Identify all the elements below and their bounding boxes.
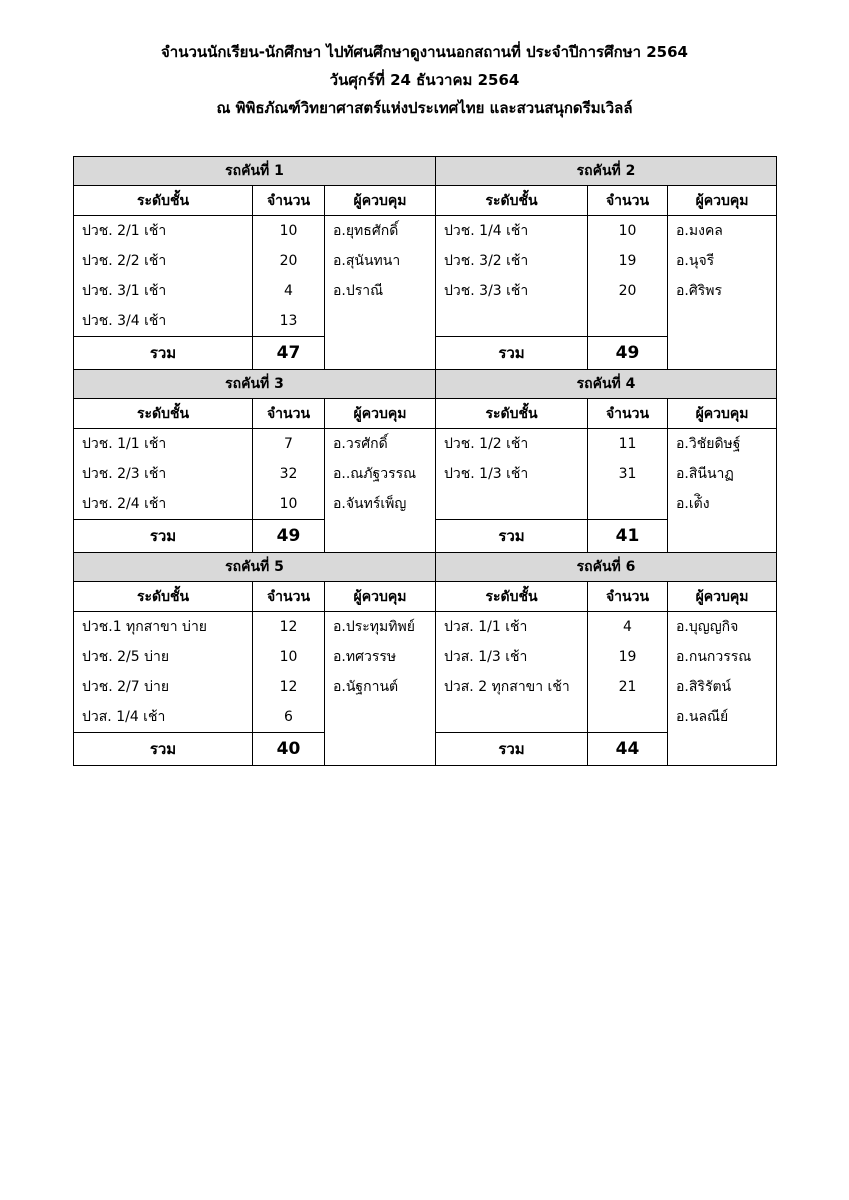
col-count-header: จำนวน xyxy=(253,186,325,216)
bus-3-total-label: รวม xyxy=(74,520,253,553)
col-count-header: จำนวน xyxy=(588,582,668,612)
col-supervisor-header: ผู้ควบคุม xyxy=(325,399,436,429)
col-level-header: ระดับชั้น xyxy=(436,186,588,216)
col-supervisor-header: ผู้ควบคุม xyxy=(668,582,777,612)
bus-3-total: 49 xyxy=(253,520,325,553)
bus-allocation-table xyxy=(73,156,777,766)
bus-2-counts xyxy=(588,216,668,337)
level-cell: ปวช. 3/4 เช้า xyxy=(82,313,167,329)
supervisor-name: อ.นลณีย์ xyxy=(676,709,729,725)
level-cell: ปวช. 1/3 เช้า xyxy=(444,466,529,482)
bus-6-total: 44 xyxy=(588,733,668,766)
title-line-1: จำนวนนักเรียน-นักศึกษา ไปทัศนศึกษาดูงานนอกสถานที่ ประจำปีการศึกษา 2564 xyxy=(161,43,688,61)
document-header xyxy=(0,38,849,122)
count-cell: 32 xyxy=(279,466,298,482)
col-supervisor-header: ผู้ควบคุม xyxy=(325,186,436,216)
bus-3-levels xyxy=(74,429,253,520)
level-cell: ปวช. 3/2 เช้า xyxy=(444,253,529,269)
col-count-header: จำนวน xyxy=(253,399,325,429)
supervisor-name: อ.สุนันทนา xyxy=(333,253,401,269)
count-cell: 10 xyxy=(279,496,298,512)
col-level-header: ระดับชั้น xyxy=(74,186,253,216)
bus-2-levels xyxy=(436,216,588,337)
supervisor-name: อ.ประทุมทิพย์ xyxy=(333,619,415,635)
supervisor-name: อ.บุญญกิจ xyxy=(676,619,739,635)
level-cell: ปวช. 3/3 เช้า xyxy=(444,283,529,299)
bus-3-supervisors xyxy=(325,429,436,553)
level-cell: ปวส. 1/3 เช้า xyxy=(444,649,528,665)
bus-6-levels xyxy=(436,612,588,733)
count-cell: 19 xyxy=(618,649,637,665)
supervisor-name: อ.ทศวรรษ xyxy=(333,649,397,665)
supervisor-name: อ.นุจรี xyxy=(676,253,715,269)
bus-2-total: 49 xyxy=(588,337,668,370)
col-level-header: ระดับชั้น xyxy=(74,399,253,429)
count-cell: 10 xyxy=(279,649,298,665)
level-cell: ปวส. 1/1 เช้า xyxy=(444,619,528,635)
bus-6-total-label: รวม xyxy=(436,733,588,766)
bus-3-counts xyxy=(253,429,325,520)
count-cell: 4 xyxy=(284,283,293,299)
supervisor-name: อ.มงคล xyxy=(676,223,723,239)
bus-5-title: รถคันที่ 5 xyxy=(74,553,436,582)
count-cell: 10 xyxy=(618,223,637,239)
count-cell: 6 xyxy=(284,709,293,725)
count-cell: 11 xyxy=(618,436,637,452)
level-cell: ปวช. 1/4 เช้า xyxy=(444,223,529,239)
col-supervisor-header: ผู้ควบคุม xyxy=(668,186,777,216)
bus-5-counts xyxy=(253,612,325,733)
level-cell: ปวช.1 ทุกสาขา บ่าย xyxy=(82,619,208,635)
bus-1-counts xyxy=(253,216,325,337)
bus-2-total-label: รวม xyxy=(436,337,588,370)
count-cell: 13 xyxy=(279,313,298,329)
supervisor-name: อ..ณภัฐวรรณ xyxy=(333,466,417,482)
count-cell: 7 xyxy=(284,436,293,452)
col-count-header: จำนวน xyxy=(588,186,668,216)
bus-1-title: รถคันที่ 1 xyxy=(74,157,436,186)
bus-1-supervisors xyxy=(325,216,436,370)
col-supervisor-header: ผู้ควบคุม xyxy=(668,399,777,429)
bus-4-title: รถคันที่ 4 xyxy=(436,370,777,399)
level-cell: ปวช. 2/2 เช้า xyxy=(82,253,167,269)
level-cell: ปวช. 1/2 เช้า xyxy=(444,436,529,452)
bus-6-counts xyxy=(588,612,668,733)
level-cell: ปวช. 2/1 เช้า xyxy=(82,223,167,239)
title-line-2: วันศุกร์ที่ 24 ธันวาคม 2564 xyxy=(329,71,520,89)
level-cell: ปวส. 1/4 เช้า xyxy=(82,709,166,725)
bus-6-title: รถคันที่ 6 xyxy=(436,553,777,582)
supervisor-name: อ.ปราณี xyxy=(333,283,384,299)
bus-4-total: 41 xyxy=(588,520,668,553)
supervisor-name: อ.กนกวรรณ xyxy=(676,649,752,665)
title-line-3: ณ พิพิธภัณฑ์วิทยาศาสตร์แห่งประเทศไทย และสวนสนุกดรีมเวิลล์ xyxy=(216,99,633,117)
bus-2-supervisors xyxy=(668,216,777,370)
bus-5-total-label: รวม xyxy=(74,733,253,766)
bus-1-levels xyxy=(74,216,253,337)
level-cell: ปวช. 3/1 เช้า xyxy=(82,283,167,299)
col-count-header: จำนวน xyxy=(588,399,668,429)
supervisor-name: อ.วิชัยดิษฐ์ xyxy=(676,436,741,452)
supervisor-name: อ.วรศักดิ์ xyxy=(333,436,388,452)
supervisor-name: อ.นัฐกานต์ xyxy=(333,679,399,695)
bus-5-levels xyxy=(74,612,253,733)
level-cell: ปวช. 1/1 เช้า xyxy=(82,436,167,452)
supervisor-name: อ.เต้ิง xyxy=(676,496,710,512)
level-cell: ปวส. 2 ทุกสาขา เช้า xyxy=(444,679,570,695)
count-cell: 4 xyxy=(623,619,632,635)
supervisor-name: อ.จันทร์เพ็ญ xyxy=(333,496,407,512)
count-cell: 19 xyxy=(618,253,637,269)
level-cell: ปวช. 2/7 บ่าย xyxy=(82,679,170,695)
bus-5-supervisors xyxy=(325,612,436,766)
count-cell: 20 xyxy=(618,283,637,299)
col-level-header: ระดับชั้น xyxy=(74,582,253,612)
col-level-header: ระดับชั้น xyxy=(436,582,588,612)
bus-3-title: รถคันที่ 3 xyxy=(74,370,436,399)
bus-5-total: 40 xyxy=(253,733,325,766)
bus-4-supervisors xyxy=(668,429,777,553)
level-cell: ปวช. 2/3 เช้า xyxy=(82,466,167,482)
bus-2-title: รถคันที่ 2 xyxy=(436,157,777,186)
count-cell: 10 xyxy=(279,223,298,239)
count-cell: 12 xyxy=(279,679,298,695)
count-cell: 21 xyxy=(618,679,637,695)
level-cell: ปวช. 2/5 บ่าย xyxy=(82,649,170,665)
level-cell: ปวช. 2/4 เช้า xyxy=(82,496,167,512)
col-level-header: ระดับชั้น xyxy=(436,399,588,429)
col-count-header: จำนวน xyxy=(253,582,325,612)
bus-4-counts xyxy=(588,429,668,520)
col-supervisor-header: ผู้ควบคุม xyxy=(325,582,436,612)
bus-4-levels xyxy=(436,429,588,520)
bus-1-total-label: รวม xyxy=(74,337,253,370)
supervisor-name: อ.สินีนาฏ xyxy=(676,466,734,482)
bus-1-total: 47 xyxy=(253,337,325,370)
count-cell: 20 xyxy=(279,253,298,269)
count-cell: 31 xyxy=(618,466,637,482)
supervisor-name: อ.ยุทธศักดิ์ xyxy=(333,223,399,239)
bus-6-supervisors xyxy=(668,612,777,766)
supervisor-name: อ.สิริรัตน์ xyxy=(676,679,732,695)
count-cell: 12 xyxy=(279,619,298,635)
bus-4-total-label: รวม xyxy=(436,520,588,553)
supervisor-name: อ.ศิริพร xyxy=(676,283,723,299)
